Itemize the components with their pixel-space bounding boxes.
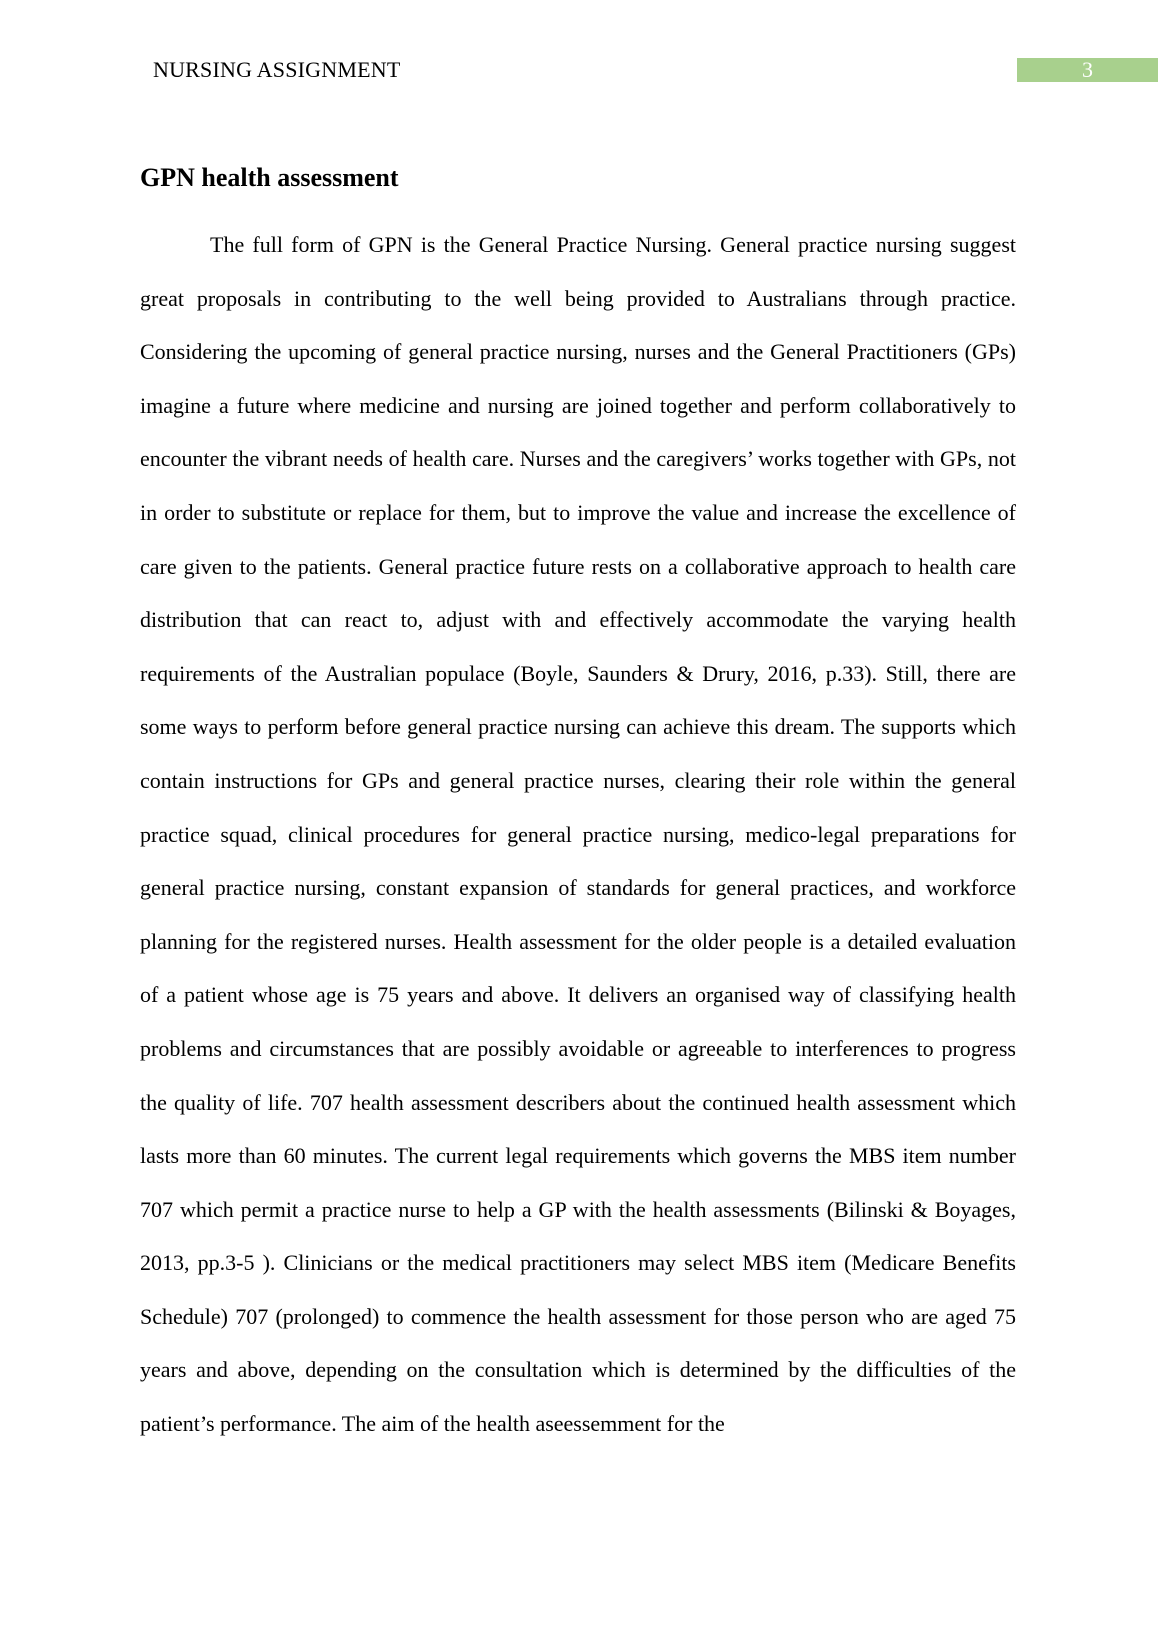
page-header	[0, 56, 1158, 84]
section-heading: GPN health assessment	[140, 163, 399, 192]
body-paragraph: The full form of GPN is the General Practice Nursing. General practice nursing suggest great proposals in contributing to the well being provided to Australians through practice. Considering the upcoming of general practice nursing, nurses and the General Practitioners (GPs) imagine a future where medicine and nursing are joined together and perform collaboratively to encounter the vibrant needs of health care. Nurses and the caregivers’ works together with GPs, not in order to substitute or replace for them, but to improve the value and increase the excellence of care given to the patients. General practice future rests on a collaborative approach to health care distribution that can react to, adjust with and effectively accommodate the varying health requirements of the Australian populace (Boyle, Saunders & Drury, 2016, p.33). Still, there are some ways to perform before general practice nursing can achieve this dream. The supports which contain instructions for GPs and general practice nurses, clearing their role within the general practice squad, clinical procedures for general practice nursing, medico-legal preparations for general practice nursing, constant expansion of standards for general practices, and workforce planning for the registered nurses. Health assessment for the older people is a detailed evaluation of a patient whose age is 75 years and above. It delivers an organised way of classifying health problems and circumstances that are possibly avoidable or agreeable to interferences to progress the quality of life. 707 health assessment describers about the continued health assessment which lasts more than 60 minutes. The current legal requirements which governs the MBS item number 707 which permit a practice nurse to help a GP with the health assessments (Bilinski & Boyages, 2013, pp.3-5 ). Clinicians or the medical practitioners may select MBS item (Medicare Benefits Schedule) 707 (prolonged) to commence the health assessment for those person who are aged 75 years and above, depending on the consultation which is determined by the difficulties of the patient’s performance. The aim of the health aseessemment for the	[140, 232, 1016, 1437]
page-number-badge: 3	[1017, 58, 1158, 82]
running-head: NURSING ASSIGNMENT	[153, 57, 401, 82]
